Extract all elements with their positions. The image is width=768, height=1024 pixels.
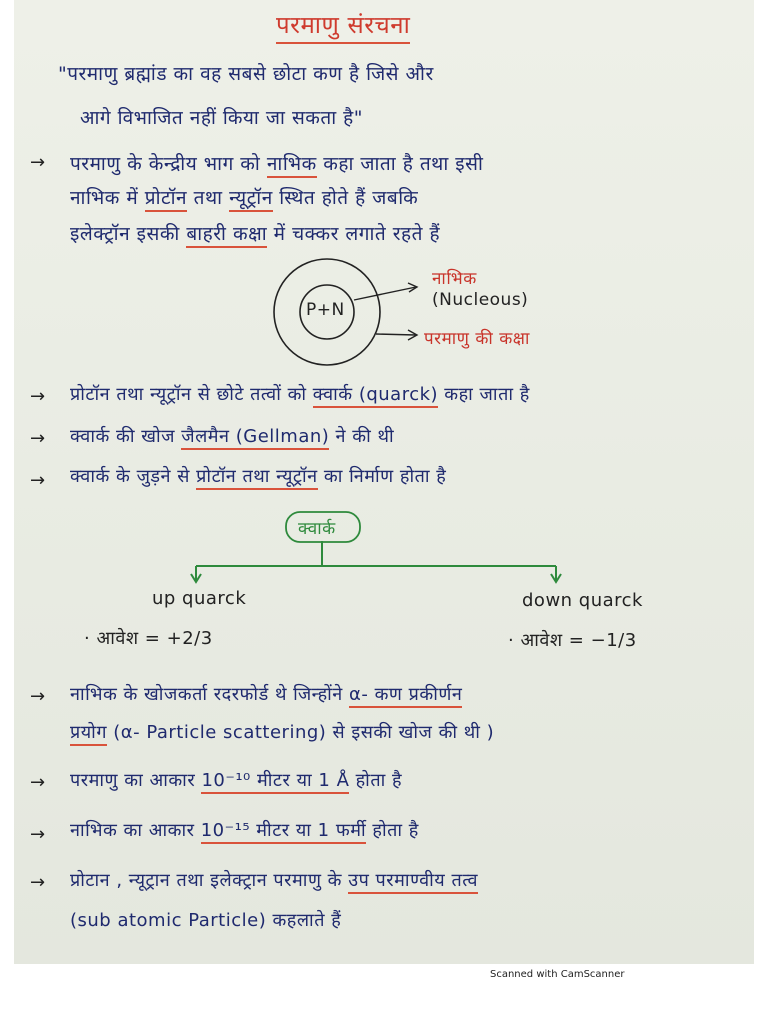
term-neutron: न्यूट्रॉन [229, 187, 273, 212]
term-nucleus-size: 10⁻¹⁵ मीटर या 1 फर्मी [201, 820, 366, 844]
quark-line-3: क्वार्क के जुड़ने से प्रोटॉन तथा न्यूट्रॉन का निर्माण होता है [70, 464, 446, 488]
quark-root-label: क्वार्क [298, 519, 336, 539]
nucleus-line-3: इलेक्ट्रॉन इसकी बाहरी कक्षा में चक्कर लगाते रहते हैं [70, 220, 440, 246]
nucleus-pointer [354, 287, 416, 300]
nucleus-center-label: P+N [306, 300, 345, 320]
down-quark-name: down quarck [522, 590, 643, 611]
up-quark-charge: · आवेश = +2/3 [84, 628, 213, 649]
term-proton-neutron: प्रोटॉन तथा न्यूट्रॉन [196, 466, 317, 490]
bullet-arrow: → [30, 386, 46, 407]
definition-line-2: आगे विभाजित नहीं किया जा सकता है" [80, 107, 364, 129]
term-gellman: जैलमैन (Gellman) [181, 426, 329, 450]
term-quark: क्वार्क (quarck) [313, 384, 438, 408]
nucleus-line-1: परमाणु के केन्द्रीय भाग को नाभिक कहा जाता है तथा इसी [70, 150, 483, 176]
scanner-watermark: Scanned with CamScanner [490, 969, 625, 980]
up-quark-charge-value: +2/3 [166, 628, 213, 649]
term-proton: प्रोटॉन [145, 187, 187, 212]
bullet-arrow: → [30, 686, 46, 707]
bullet-arrow: → [30, 470, 46, 491]
atom-size-line: परमाणु का आकार 10⁻¹⁰ मीटर या 1 Å होता है [70, 768, 402, 792]
quark-line-2: क्वार्क की खोज जैलमैन (Gellman) ने की थी [70, 424, 394, 448]
term-subatomic: उप परमाण्वीय तत्व [348, 870, 478, 894]
subatomic-line-2: (sub atomic Particle) कहलाते हैं [70, 910, 342, 931]
bullet-arrow: → [30, 772, 46, 793]
term-nucleus: नाभिक [267, 153, 317, 178]
page-title: परमाणु संरचना [276, 8, 410, 44]
term-atom-size: 10⁻¹⁰ मीटर या 1 Å [201, 770, 349, 794]
term-experiment: प्रयोग [70, 722, 107, 746]
down-quark-charge-value: −1/3 [590, 630, 637, 651]
definition-line-1: "परमाणु ब्रह्मांड का वह सबसे छोटा कण है जिसे और [58, 63, 434, 85]
bullet-arrow: → [30, 824, 46, 845]
bullet-arrow: → [30, 152, 46, 173]
nucleus-line-2: नाभिक में प्रोटॉन तथा न्यूट्रॉन स्थित होते हैं जबकि [70, 184, 418, 210]
up-quark-name: up quarck [152, 588, 247, 609]
term-outer-orbit: बाहरी कक्षा [186, 223, 267, 248]
nucleus-label-english: (Nucleous) [432, 290, 529, 310]
rutherford-line-2: प्रयोग (α- Particle scattering) से इसकी खोज की थी ) [70, 720, 494, 744]
nucleus-size-line: नाभिक का आकार 10⁻¹⁵ मीटर या 1 फर्मी होता है [70, 818, 419, 842]
bullet-arrow: → [30, 872, 46, 893]
bullet-arrow: → [30, 428, 46, 449]
rutherford-line-1: नाभिक के खोजकर्ता रदरफोर्ड थे जिन्होंने α- कण प्रकीर्णन [70, 682, 462, 706]
notebook-page [14, 0, 754, 964]
quark-line-1: प्रोटॉन तथा न्यूट्रॉन से छोटे तत्वों को क्वार्क (quarck) कहा जाता है [70, 382, 530, 406]
down-quark-charge: · आवेश = −1/3 [508, 630, 637, 651]
term-alpha-scattering: α- कण प्रकीर्णन [349, 684, 462, 708]
subatomic-line-1: प्रोटान , न्यूट्रान तथा इलेक्ट्रान परमाणु के उप परमाण्वीय तत्व [70, 868, 478, 892]
orbit-pointer [376, 334, 416, 335]
nucleus-label: नाभिक [432, 269, 477, 289]
orbit-label: परमाणु की कक्षा [424, 329, 530, 349]
